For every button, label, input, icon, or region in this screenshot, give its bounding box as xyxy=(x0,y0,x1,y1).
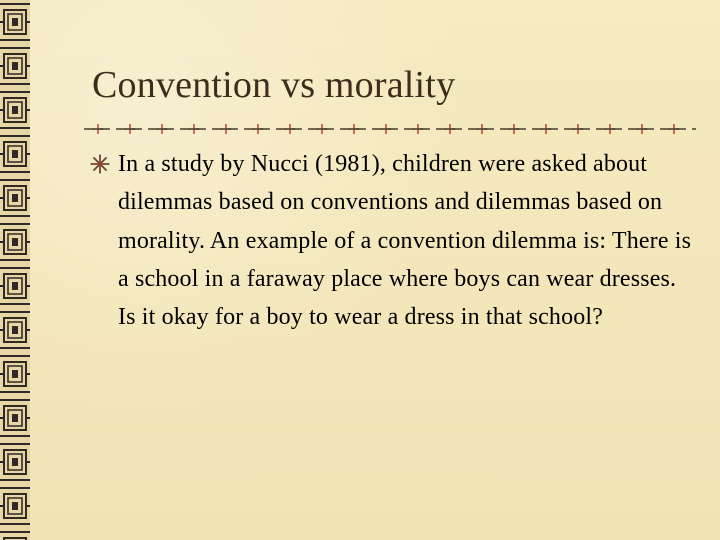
divider-marker xyxy=(669,124,679,134)
binding-strip xyxy=(0,0,30,540)
divider-marker xyxy=(253,124,263,134)
divider-marker xyxy=(221,124,231,134)
divider-marker xyxy=(445,124,455,134)
divider-marker xyxy=(349,124,359,134)
divider-marker xyxy=(189,124,199,134)
divider-marker xyxy=(125,124,135,134)
divider-marker xyxy=(637,124,647,134)
divider-marker xyxy=(285,124,295,134)
slide-title: Convention vs morality xyxy=(92,64,456,106)
divider-marker xyxy=(573,124,583,134)
asterisk-bullet-icon xyxy=(90,154,110,174)
binding-pattern xyxy=(0,0,30,540)
divider-marker xyxy=(317,124,327,134)
divider-marker xyxy=(477,124,487,134)
divider-marker xyxy=(157,124,167,134)
divider-marker xyxy=(381,124,391,134)
divider-marker xyxy=(509,124,519,134)
divider-marker xyxy=(541,124,551,134)
bullet-text: In a study by Nucci (1981), children were asked about dilemmas based on conventions and dilemmas based on morality. An example of a convention dilemma is: There is a school in a faraway place where boys can wear dresses. Is it okay for a boy to wear a dress in that school? xyxy=(118,151,692,331)
divider-marker xyxy=(605,124,615,134)
divider-marker xyxy=(93,124,103,134)
title-divider xyxy=(84,122,696,136)
divider-marker xyxy=(413,124,423,134)
